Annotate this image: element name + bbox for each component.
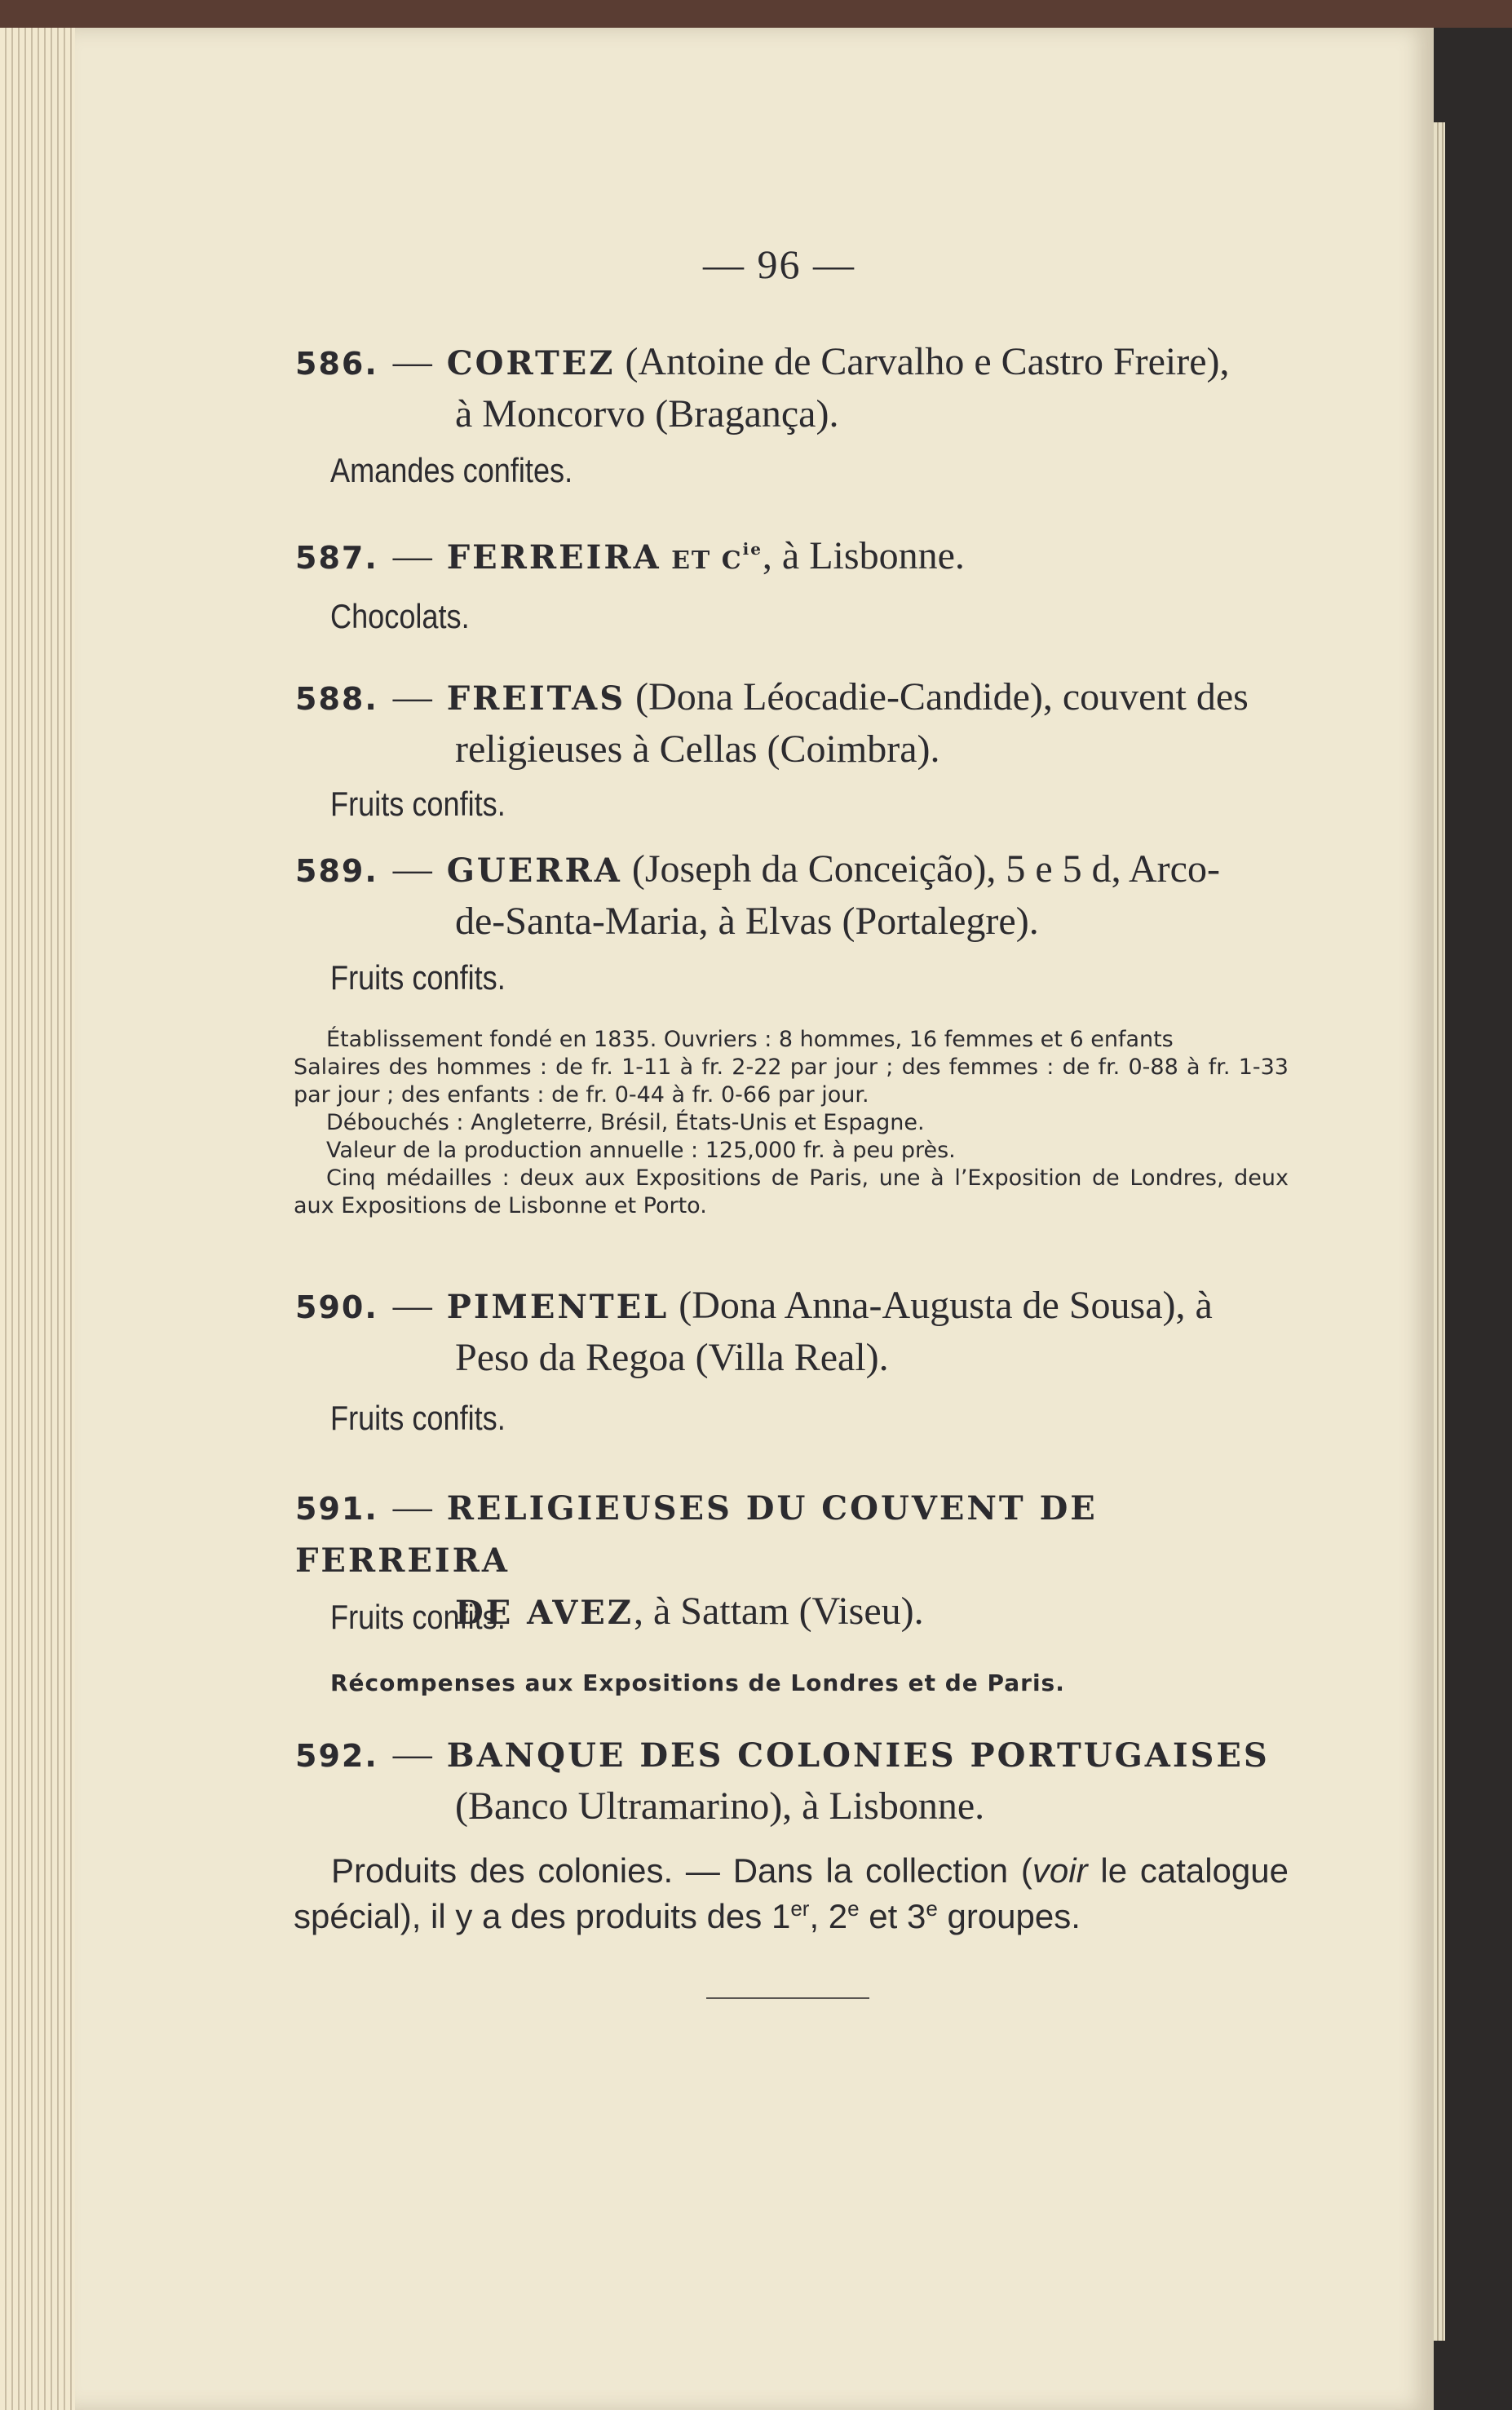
exhibitor-details: (Antoine de Carvalho e Castro Freire), [615, 340, 1230, 383]
exhibitor-details-continued: Peso da Regoa (Villa Real). [455, 1336, 889, 1379]
exhibitor-details-continued: de-Santa-Maria, à Elvas (Portalegre). [455, 900, 1039, 943]
exhibitor-name: FREITAS [446, 679, 626, 718]
entry-590 [295, 1280, 1290, 1383]
entry-number: 592. [295, 1738, 378, 1774]
product-588: Fruits confits. [330, 785, 506, 823]
product-587: Chocolats. [330, 597, 470, 635]
note-line: Salaires des hommes : de fr. 1-11 à fr. 2-22 par jour ; des femmes : de fr. 0-88 à fr. 1-33 par jour ; des enfants : de fr. 0-44 à fr. 0-66 par jour. [294, 1055, 1289, 1108]
entry-dash: — [392, 847, 432, 891]
exhibitor-name: FERREIRA [446, 538, 661, 577]
exhibitor-details: (Dona Léocadie-Candide), couvent des [626, 675, 1249, 719]
product-text: , 2 [809, 1897, 848, 1935]
entry-592 [295, 1729, 1290, 1832]
superscript: e [847, 1896, 860, 1921]
entry-dash: — [392, 340, 432, 383]
exhibitor-details: , à Lisbonne. [762, 534, 965, 577]
entry-dash: — [392, 534, 432, 577]
exhibitor-details: (Joseph da Conceição), 5 e 5 d, Arco- [621, 847, 1220, 891]
superscript: er [790, 1896, 810, 1921]
exhibitor-name: RELIGIEUSES DU COUVENT DE FERREIRA [295, 1489, 1098, 1580]
entry-dash: — [392, 675, 432, 719]
entry-number: 586. [295, 346, 378, 382]
entry-589 [295, 844, 1290, 947]
exhibitor-name-continued: DE AVEZ [455, 1594, 634, 1632]
entry-dash: — [392, 1732, 432, 1775]
product-text: groupes. [937, 1897, 1081, 1935]
exhibitor-details-continued: (Banco Ultramarino), à Lisbonne. [455, 1784, 985, 1828]
product-591: Fruits confits. [330, 1598, 506, 1636]
product-586: Amandes confites. [330, 451, 573, 489]
entry-586 [295, 337, 1290, 440]
product-text: et 3 [859, 1897, 926, 1935]
exhibitor-details: (Dona Anna-Augusta de Sousa), à [669, 1284, 1213, 1327]
product-text: le catalogue spécial), il y a des produits des 1 [294, 1851, 1289, 1935]
entry-number: 589. [295, 853, 378, 889]
note-line: Débouchés : Angleterre, Brésil, États-Unis et Espagne. [326, 1110, 925, 1135]
company-suffix: ET C [661, 546, 743, 575]
product-text-italic: voir [1032, 1851, 1088, 1890]
page-number: — 96 — [703, 241, 855, 287]
exhibitor-details-continued: religieuses à Cellas (Coimbra). [455, 727, 940, 771]
exhibitor-name: PIMENTEL [446, 1288, 670, 1326]
superscript: e [926, 1896, 938, 1921]
product-text: Produits des colonies. — Dans la collection ( [331, 1851, 1032, 1890]
entry-dash: — [392, 1485, 432, 1528]
entry-dash: — [392, 1284, 432, 1327]
establishment-notes [294, 1026, 1289, 1220]
exhibitor-name: BANQUE DES COLONIES PORTUGAISES [446, 1736, 1270, 1775]
note-line: Cinq médailles : deux aux Expositions de Paris, une à l’Exposition de Londres, deux aux Expositions de Lisbonne et Porto. [294, 1165, 1289, 1218]
note-line: Établissement fondé en 1835. Ouvriers : 8 hommes, 16 femmes et 6 enfants [326, 1027, 1174, 1052]
awards-591: Récompenses aux Expositions de Londres et de Paris. [330, 1669, 1065, 1696]
exhibitor-location: , à Sattam (Viseu). [633, 1590, 924, 1633]
exhibitor-name: GUERRA [446, 851, 622, 890]
exhibitor-details-continued: à Moncorvo (Bragança). [455, 392, 839, 436]
product-589: Fruits confits. [330, 958, 506, 997]
exhibitor-name: CORTEZ [446, 344, 616, 383]
end-rule [706, 1997, 869, 1999]
note-line: Valeur de la production annuelle : 125,000 fr. à peu près. [326, 1138, 956, 1163]
entry-588 [295, 672, 1290, 775]
product-592 [294, 1848, 1289, 1939]
company-suffix-superscript: ie [742, 539, 763, 559]
entry-number: 591. [295, 1491, 378, 1527]
entry-number: 590. [295, 1289, 378, 1325]
entry-587 [295, 524, 1290, 586]
entry-number: 587. [295, 540, 378, 576]
entry-number: 588. [295, 681, 378, 717]
product-590: Fruits confits. [330, 1399, 506, 1437]
